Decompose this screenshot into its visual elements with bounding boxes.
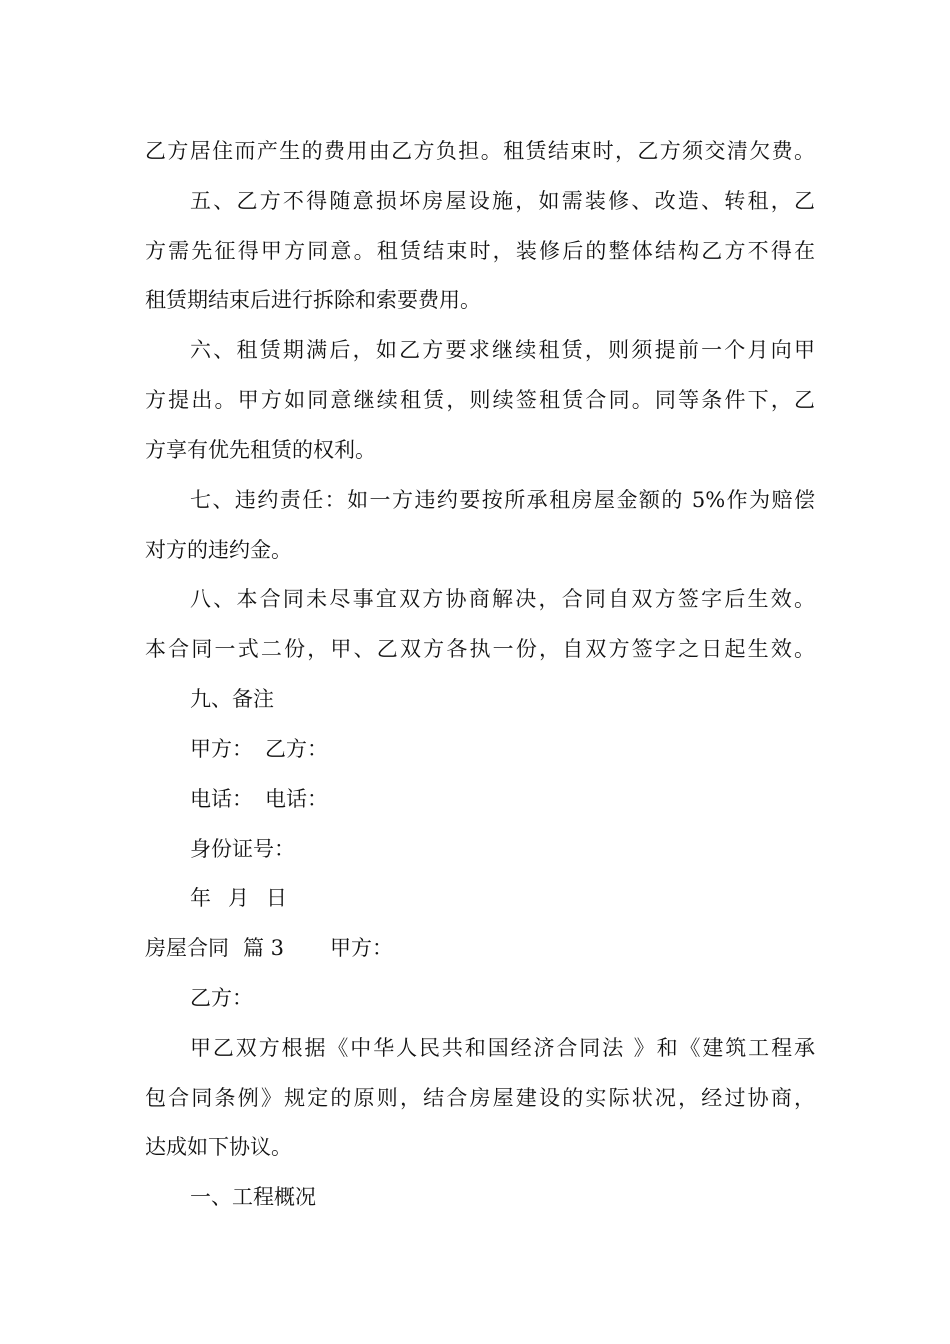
agreement-line: 达成如下协议。 <box>145 1135 292 1159</box>
agreement-line: 包合同条例》规定的原则，结合房屋建设的实际状况，经过协商， <box>145 1086 815 1110</box>
signature-party-row <box>190 734 815 764</box>
signature-phone-row <box>190 784 815 814</box>
section-heading-row <box>145 933 815 963</box>
text-line: 方提出。甲方如同意继续租赁，则续签租赁合同。同等条件下，乙 <box>145 388 815 412</box>
day-label: 日 <box>266 886 287 910</box>
clause-5-line: 五、乙方不得随意损坏房屋设施，如需装修、改造、转租，乙 <box>190 189 815 213</box>
agreement-line: 甲乙双方根据《中华人民共和国经济合同法 》和《建筑工程承 <box>190 1036 815 1060</box>
text-line: 乙方居住而产生的费用由乙方负担。租赁结束时，乙方须交清欠费。 <box>145 139 815 163</box>
party-b-label: 乙方： <box>265 737 328 761</box>
phone-a-label: 电话： <box>190 787 253 811</box>
section-party-a-label: 甲方： <box>330 936 394 960</box>
clause-8-line: 八、本合同未尽事宜双方协商解决，合同自双方签字后生效。 <box>190 587 815 611</box>
clause-6-line: 六、租赁期满后，如乙方要求继续租赁，则须提前一个月向甲 <box>190 338 815 362</box>
text-line: 本合同一式二份，甲、乙双方各执一份，自双方签字之日起生效。 <box>145 637 815 661</box>
text-line: 方享有优先租赁的权利。 <box>145 438 376 462</box>
text-line: 方需先征得甲方同意。租赁结束时，装修后的整体结构乙方不得在 <box>145 239 815 263</box>
date-row <box>190 883 815 913</box>
item-1-heading: 一、工程概况 <box>190 1185 316 1209</box>
section-part-label: 篇 3 <box>243 936 285 960</box>
phone-b-label: 电话： <box>265 787 328 811</box>
text-line: 对方的违约金。 <box>145 538 292 562</box>
year-label: 年 <box>190 886 211 910</box>
month-label: 月 <box>228 886 249 910</box>
section-party-b-label: 乙方： <box>190 986 253 1010</box>
section-title: 房屋合同 <box>145 936 229 960</box>
text-line: 租赁期结束后进行拆除和索要费用。 <box>145 288 481 312</box>
clause-7-line: 七、违约责任：如一方违约要按所承租房屋金额的 5%作为赔偿 <box>190 488 815 512</box>
id-number-label: 身份证号： <box>190 837 295 861</box>
party-a-label: 甲方： <box>190 737 253 761</box>
clause-9-heading: 九、备注 <box>190 687 274 711</box>
